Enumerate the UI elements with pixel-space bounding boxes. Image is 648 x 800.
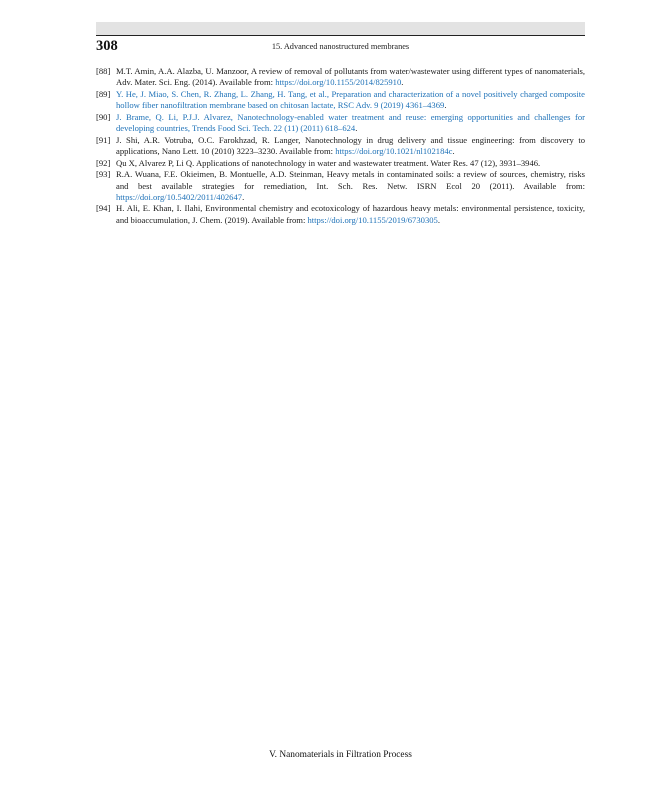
- reference-end: .: [444, 100, 447, 111]
- reference-end: .: [242, 191, 245, 202]
- page-number: 308: [96, 38, 118, 54]
- reference-item: [96, 169, 585, 203]
- reference-number: [93]: [96, 169, 111, 180]
- reference-end: .: [452, 145, 455, 156]
- reference-item: [96, 66, 585, 88]
- reference-number: [92]: [96, 157, 111, 168]
- doi-link[interactable]: https://doi.org/10.5402/2011/402647: [116, 191, 243, 202]
- reference-text: J. Shi, A.R. Votruba, O.C. Farokhzad, R. Langer, Nanotechnology in drug delivery and tissue engineering: from discovery to applications, Nano Lett. 10 (2010) 3223–3230. Available from:: [116, 134, 585, 156]
- reference-text: M.T. Amin, A.A. Alazba, U. Manzoor, A review of removal of pollutants from water/wastewater using different types of nanomaterials, Adv. Mater. Sci. Eng. (2014). Available from:: [116, 66, 585, 88]
- reference-link[interactable]: J. Brame, Q. Li, P.J.J. Alvarez, Nanotechnology-enabled water treatment and reuse: emerging opportunities and challenges for developing countries, Trends Food Sci. Tech. 22 (11) (2011) 618–624: [116, 111, 585, 134]
- reference-number: [90]: [96, 111, 111, 122]
- reference-number: [89]: [96, 88, 111, 99]
- reference-item: [96, 158, 585, 169]
- reference-number: [91]: [96, 134, 111, 145]
- reference-list: [96, 66, 585, 226]
- header-rule: [96, 35, 585, 36]
- doi-link[interactable]: https://doi.org/10.1155/2019/6730305: [307, 214, 438, 225]
- reference-number: [88]: [96, 66, 111, 76]
- part-footer: V. Nanomaterials in Filtration Process: [269, 750, 412, 760]
- reference-item: [96, 89, 585, 111]
- reference-text: Qu X, Alvarez P, Li Q. Applications of nanotechnology in water and wastewater treatment. Water Res. 47 (12), 3931–3946.: [116, 157, 541, 168]
- reference-end: .: [355, 123, 358, 134]
- reference-number: [94]: [96, 203, 111, 214]
- reference-link[interactable]: Y. He, J. Miao, S. Chen, R. Zhang, L. Zhang, H. Tang, et al., Preparation and characterization of a novel positively charged composite hollow fiber nanofiltration membrane based on chitosan lactate, RSC Adv. 9 (2019) 4361–4369: [116, 88, 585, 111]
- reference-end: .: [437, 214, 440, 225]
- doi-link[interactable]: https://doi.org/10.1155/2014/825910: [275, 77, 402, 88]
- reference-end: .: [401, 77, 404, 88]
- reference-item: [96, 112, 585, 134]
- header-bar: [96, 22, 585, 35]
- doi-link[interactable]: https://doi.org/10.1021/nl102184c: [335, 145, 453, 156]
- reference-item: [96, 135, 585, 157]
- running-title: 15. Advanced nanostructured membranes: [271, 42, 410, 51]
- reference-item: [96, 203, 585, 225]
- reference-text: H. Ali, E. Khan, I. Ilahi, Environmental chemistry and ecotoxicology of hazardous heavy metals: environmental persistence, toxicity, and bioaccumulation, J. Chem. (2019). Available from:: [116, 203, 585, 225]
- reference-text: R.A. Wuana, F.E. Okieimen, B. Montuelle, A.D. Steinman, Heavy metals in contaminated soils: a review of sources, chemistry, risks and best available strategies for remediation, Int. Sch. Res. Netw. ISRN Ecol 20 (2011). Available from:: [116, 169, 585, 191]
